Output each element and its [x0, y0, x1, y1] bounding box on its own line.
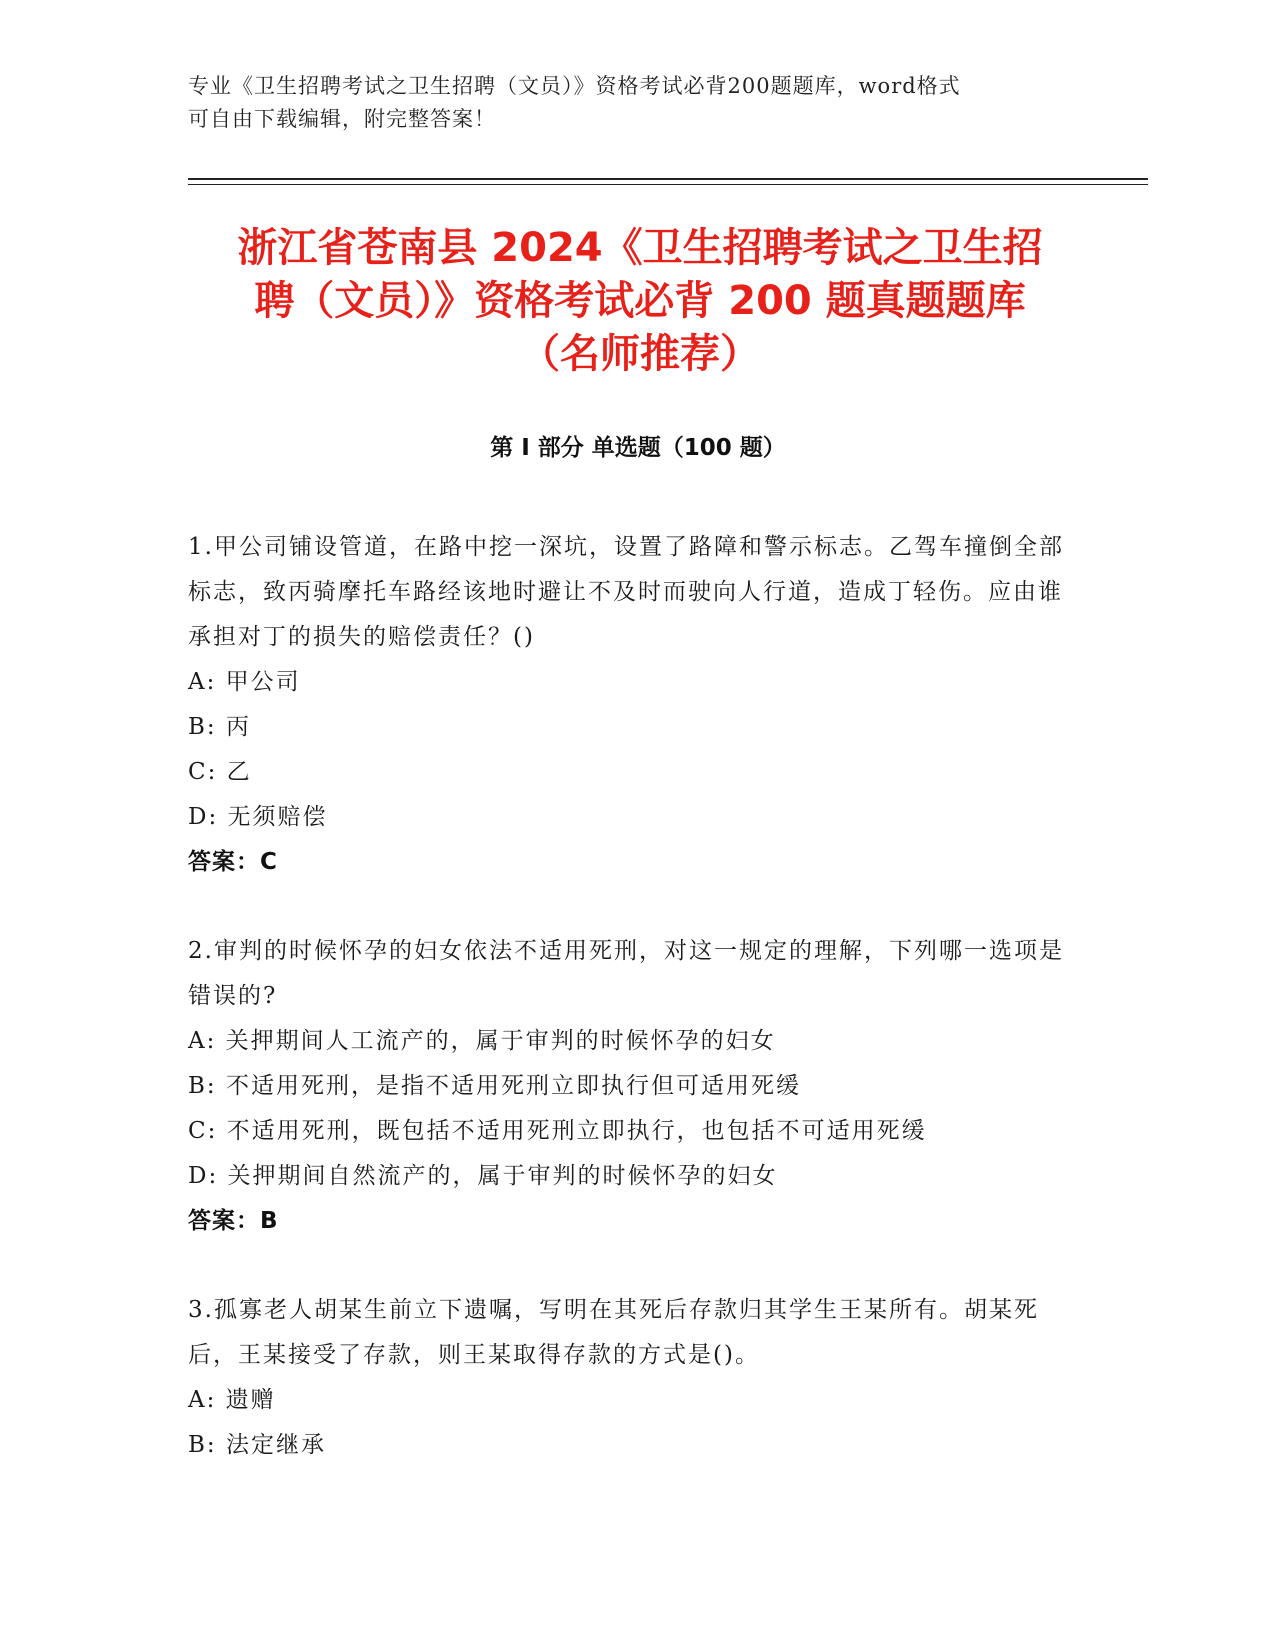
option-a: A: 遗赠: [188, 1387, 276, 1413]
option-d: D: 关押期间自然流产的，属于审判的时候怀孕的妇女: [188, 1163, 778, 1189]
question-text: 2.审判的时候怀孕的妇女依法不适用死刑，对这一规定的理解，下列哪一选项是错误的?: [188, 938, 1064, 1009]
question-text: 1.甲公司铺设管道，在路中挖一深坑，设置了路障和警示标志。乙驾车撞倒全部标志，致丙骑摩托车路经该地时避让不及时而驶向人行道，造成丁轻伤。应由谁承担对丁的损失的赔偿责任？(): [188, 534, 1064, 650]
option-c: C: 乙: [188, 759, 252, 785]
header-divider-thin: [188, 184, 1148, 185]
document-title: [180, 222, 1100, 381]
question-text: 3.孤寡老人胡某生前立下遗嘱，写明在其死后存款归其学生王某所有。胡某死后，王某接受了存款，则王某取得存款的方式是()。: [188, 1297, 1039, 1368]
answer-label: 答案：B: [188, 1208, 279, 1234]
header-note-line1: 专业《卫生招聘考试之卫生招聘（文员）》资格考试必背200题题库，word格式: [188, 74, 961, 98]
option-a: A: 甲公司: [188, 669, 301, 695]
title-line2: 聘（文员）》资格考试必背 200 题真题题库: [254, 278, 1026, 324]
option-c: C: 不适用死刑，既包括不适用死刑立即执行，也包括不可适用死缓: [188, 1118, 927, 1144]
option-b: B: 法定继承: [188, 1432, 326, 1458]
option-d: D: 无须赔偿: [188, 804, 328, 830]
header-note: [188, 70, 1088, 136]
title-line3: （名师推荐）: [520, 331, 760, 377]
question-1: [188, 525, 1068, 885]
answer-label: 答案：C: [188, 849, 278, 875]
question-3: [188, 1288, 1068, 1468]
option-b: B: 丙: [188, 714, 251, 740]
question-2: [188, 929, 1068, 1244]
option-b: B: 不适用死刑，是指不适用死刑立即执行但可适用死缓: [188, 1073, 801, 1099]
header-note-line2: 可自由下载编辑，附完整答案！: [188, 107, 496, 131]
section-heading: 第 I 部分 单选题（100 题）: [490, 435, 786, 461]
question-list: [188, 525, 1068, 1512]
header-divider-thick: [188, 178, 1148, 180]
option-a: A: 关押期间人工流产的，属于审判的时候怀孕的妇女: [188, 1028, 776, 1054]
title-line1: 浙江省苍南县 2024《卫生招聘考试之卫生招: [237, 225, 1043, 271]
